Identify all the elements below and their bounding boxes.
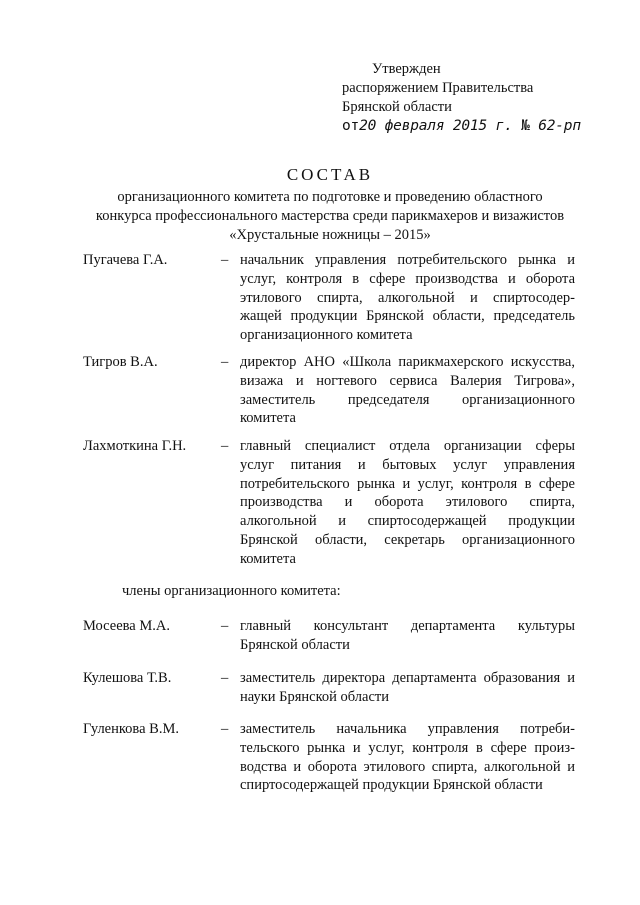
member-role-line: главный специалист отдела организации сферы — [240, 438, 575, 454]
members-heading: члены организационного комитета: — [122, 583, 341, 599]
title-sub-line: «Хрустальные ножницы – 2015» — [229, 227, 431, 243]
member-role-line: потребительского рынка и услуг, контроля в сфере — [240, 475, 575, 492]
approval-date-line — [342, 117, 632, 136]
member-name: Кулешова Т.В. — [83, 670, 172, 686]
member-dash: – — [221, 438, 229, 454]
approval-authority: распоряжением Правительства — [342, 80, 534, 96]
approval-title: Утвержден — [372, 61, 441, 77]
member-role — [240, 353, 575, 428]
member-name: Тигров В.А. — [83, 354, 158, 370]
title-sub-line: организационного комитета по подготовке и проведению областного — [117, 189, 543, 205]
member-name: Лахмоткина Г.Н. — [83, 438, 187, 454]
member-dash: – — [221, 721, 229, 737]
member-role-line: жащей продукции Брянской области, председатель — [240, 308, 575, 325]
member-role — [240, 251, 575, 345]
member-role — [240, 437, 575, 569]
member-role-line: производства и оборота этилового спирта, — [240, 494, 575, 511]
member-role-line: заместитель начальника управления потреби- — [240, 721, 575, 737]
member-dash: – — [221, 354, 229, 370]
title-main: СОСТАВ — [286, 165, 374, 184]
member-name: Гуленкова В.М. — [83, 721, 179, 737]
member-role-line: заместитель председателя организационного — [240, 391, 575, 408]
member-dash: – — [221, 618, 229, 634]
member-role — [240, 617, 575, 655]
approval-number-sign: № — [521, 118, 530, 134]
member-role-line: тельского рынка и услуг, контроля в сфере произ- — [240, 739, 575, 756]
approval-region: Брянской области — [342, 99, 452, 115]
member-role-line: директор АНО «Школа парикмахерского искусства, — [240, 354, 575, 370]
approval-date-prefix: от — [342, 118, 360, 134]
approval-date: 20 февраля 2015 г. — [359, 118, 513, 134]
member-role-line: заместитель директора департамента образования и — [240, 670, 575, 686]
member-dash: – — [221, 252, 229, 268]
member-role-line: услуг питания и бытовых услуг управления — [240, 456, 575, 473]
member-role-line: этилового спирта, алкогольной и спиртосодер- — [240, 289, 575, 306]
member-role-line: водства и оборота этилового спирта, алкогольной и — [240, 758, 575, 775]
member-name: Мосеева М.А. — [83, 618, 170, 634]
member-role-line: комитета — [240, 550, 296, 567]
approval-block — [342, 60, 632, 136]
member-role — [240, 669, 575, 707]
member-role-line: Брянской области — [240, 636, 350, 653]
member-role-line: науки Брянской области — [240, 688, 389, 705]
member-name: Пугачева Г.А. — [83, 252, 168, 268]
member-role-line: главный консультант департамента культуры — [240, 618, 575, 634]
member-role-line: Брянской области, секретарь организационного — [240, 531, 575, 548]
member-role-line: алкогольной и спиртосодержащей продукции — [240, 513, 575, 530]
member-role-line: спиртосодержащей продукции Брянской области — [240, 777, 543, 794]
member-dash: – — [221, 670, 229, 686]
approval-number: 62-рп — [538, 118, 581, 134]
member-role-line: услуг, контроля в сфере производства и оборота — [240, 270, 575, 287]
member-role-line: начальник управления потребительского рынка и — [240, 252, 575, 268]
member-role-line: визажа и ногтевого сервиса Валерия Тигрова», — [240, 372, 575, 389]
member-role — [240, 720, 575, 795]
document-title — [70, 164, 590, 245]
member-role-line: комитета — [240, 410, 296, 427]
member-role-line: организационного комитета — [240, 327, 413, 344]
title-sub-line: конкурса профессионального мастерства среди парикмахеров и визажистов — [95, 208, 565, 224]
